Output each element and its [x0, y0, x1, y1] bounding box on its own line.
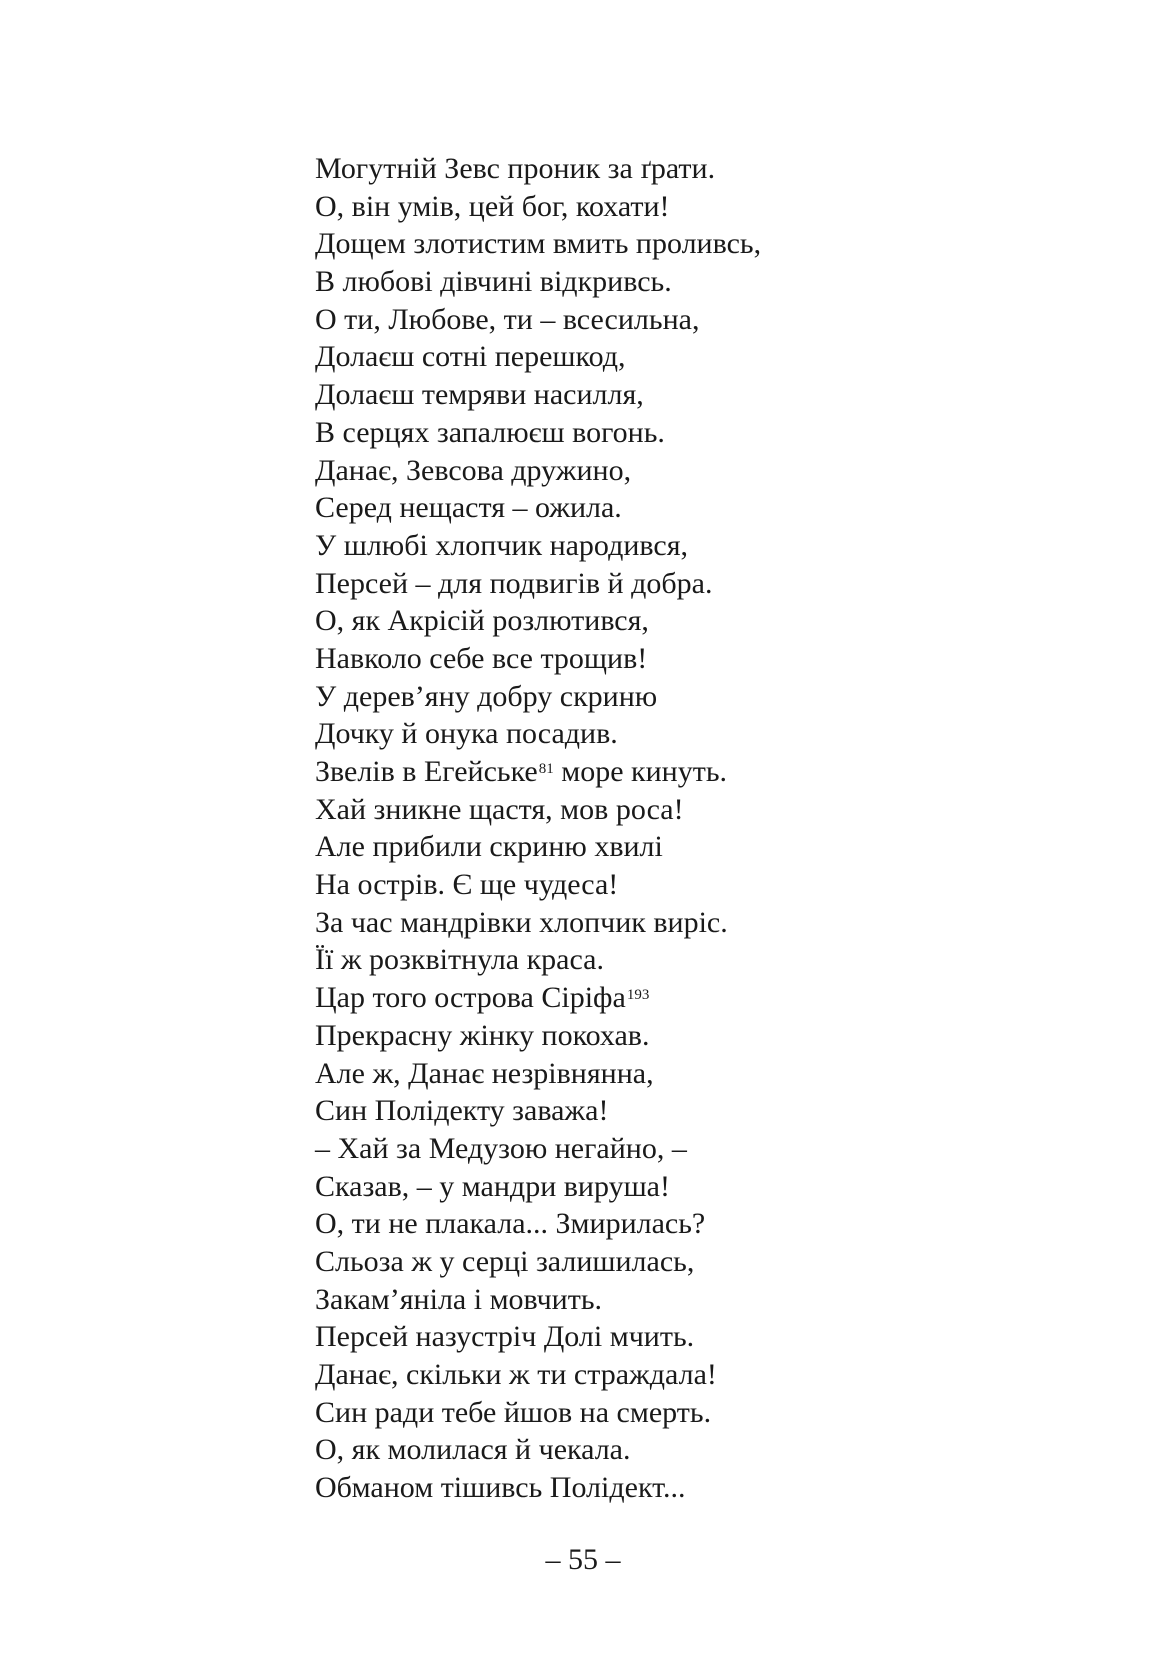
poem-line-text: Сльоза ж у серці залишилась, — [315, 1244, 695, 1278]
poem-line-text: Син ради тебе йшов на смерть. — [315, 1395, 712, 1429]
poem-line — [315, 791, 761, 829]
poem-line — [315, 1431, 761, 1469]
poem-line — [315, 640, 761, 678]
poem-line — [315, 602, 761, 640]
poem-line-text: Син Полідекту заважа! — [315, 1094, 609, 1128]
poem-line-text: Персей – для подвигів й добра. — [315, 566, 713, 600]
poem-line — [315, 904, 761, 942]
poem-line-text: Звелів в Егейське — [315, 755, 538, 788]
poem-text — [315, 150, 761, 1507]
poem-line-text: О, він умів, цей бог, кохати! — [315, 189, 670, 223]
poem-line — [315, 941, 761, 979]
poem-line — [315, 188, 761, 226]
poem-line-text-continued: море кинуть. — [553, 755, 727, 788]
poem-line-text: Серед нещастя – ожила. — [315, 491, 622, 525]
poem-line-text: За час мандрівки хлопчик виріс. — [315, 905, 728, 939]
footnote-reference: 193 — [626, 987, 650, 1004]
poem-line-text: Долаєш темряви насилля, — [315, 378, 644, 412]
poem-line — [315, 414, 761, 452]
poem-line-text: О, як молилася й чекала. — [315, 1433, 631, 1467]
poem-line-text: Данає, скільки ж ти страждала! — [315, 1358, 717, 1391]
poem-line-text: – Хай за Медузою негайно, – — [315, 1131, 687, 1165]
poem-line-text: Закам’яніла і мовчить. — [315, 1282, 603, 1316]
poem-line — [315, 678, 761, 716]
poem-line-text: О ти, Любове, ти – всесильна, — [315, 302, 700, 336]
poem-line — [315, 979, 761, 1017]
poem-line — [315, 1092, 761, 1130]
poem-line-text: Долаєш сотні перешкод, — [315, 340, 626, 374]
poem-line — [315, 565, 761, 603]
poem-line — [315, 527, 761, 565]
poem-line-text: Прекрасну жінку покохав. — [315, 1018, 650, 1052]
poem-line — [315, 753, 761, 791]
poem-line — [315, 1055, 761, 1093]
poem-line-text: Її ж розквітнула краса. — [315, 943, 604, 977]
poem-line — [315, 715, 761, 753]
poem-line-text: Дощем злотистим вмить проливсь, — [315, 227, 762, 261]
poem-line — [315, 1356, 761, 1394]
poem-line — [315, 1281, 761, 1319]
poem-line-text: Але прибили скриню хвилі — [315, 830, 663, 864]
poem-line — [315, 828, 761, 866]
poem-line — [315, 1130, 761, 1168]
poem-line-text: Обманом тішивсь Полідект... — [315, 1471, 686, 1505]
poem-line — [315, 338, 761, 376]
poem-line-text: Сказав, – у мандри вируша! — [315, 1169, 670, 1203]
poem-line — [315, 1168, 761, 1206]
footnote-reference: 81 — [538, 761, 554, 777]
poem-line — [315, 1318, 761, 1356]
poem-line — [315, 866, 761, 904]
poem-line — [315, 263, 761, 301]
poem-line — [315, 150, 761, 188]
poem-line — [315, 1469, 761, 1507]
poem-line-text: На острів. Є ще чудеса! — [315, 868, 619, 902]
poem-line — [315, 452, 761, 490]
page-number: – 55 – — [545, 1543, 621, 1576]
poem-line-text: Цар того острова Сіріфа — [315, 981, 626, 1015]
poem-line-text: Хай зникне щастя, мов роса! — [315, 792, 684, 826]
poem-line-text: В любові дівчині відкривсь. — [315, 265, 672, 299]
poem-line-text: Данає, Зевсова дружино, — [315, 453, 632, 487]
poem-line — [315, 1017, 761, 1055]
poem-line — [315, 225, 761, 263]
poem-line-text: О, як Акрісій розлютився, — [315, 604, 649, 638]
poem-line — [315, 1243, 761, 1281]
poem-line-text: Але ж, Данає незрівнянна, — [315, 1056, 654, 1090]
poem-line-text: В серцях запалюєш вогонь. — [315, 415, 665, 449]
poem-line — [315, 1394, 761, 1432]
poem-line-text: Могутній Зевс проник за ґрати. — [315, 152, 716, 185]
poem-line-text: У дерев’яну добру скриню — [315, 679, 658, 713]
poem-line — [315, 489, 761, 527]
poem-line — [315, 301, 761, 339]
poem-line — [315, 376, 761, 414]
poem-line — [315, 1205, 761, 1243]
poem-line-text: У шлюбі хлопчик народився, — [315, 528, 688, 562]
poem-line-text: Персей назустріч Долі мчить. — [315, 1320, 695, 1354]
poem-line-text: О, ти не плакала... Змирилась? — [315, 1207, 706, 1241]
poem-line-text: Дочку й онука посадив. — [315, 717, 618, 751]
poem-line-text: Навколо себе все трощив! — [315, 641, 648, 675]
